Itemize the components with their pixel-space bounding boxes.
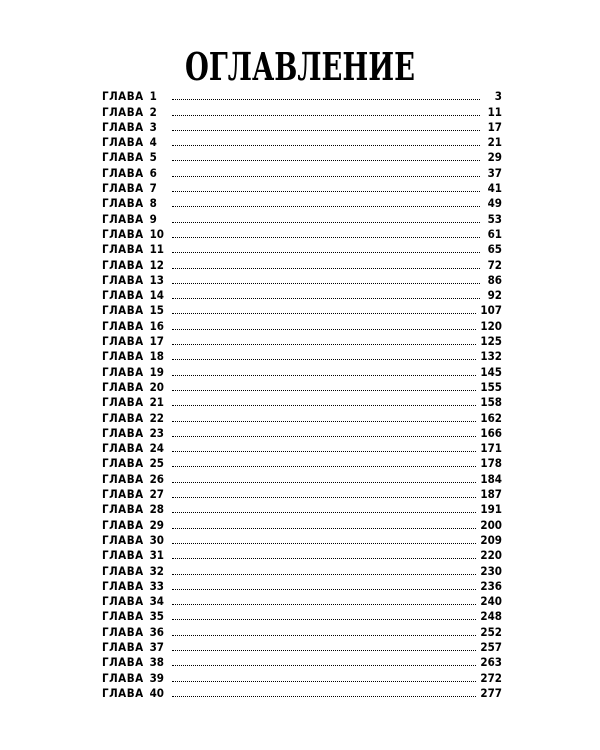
- dot-leader: [172, 251, 480, 253]
- toc-entry[interactable]: [102, 241, 502, 256]
- dot-leader: [172, 527, 477, 529]
- dot-leader: [172, 312, 477, 314]
- toc-entry[interactable]: [102, 409, 502, 424]
- toc-entry[interactable]: [102, 302, 502, 317]
- chapter-word: ГЛАВА: [102, 487, 144, 502]
- toc-entry[interactable]: [102, 256, 502, 271]
- dot-leader: [172, 680, 477, 682]
- chapter-label: [102, 656, 172, 669]
- chapter-word: ГЛАВА: [102, 104, 144, 119]
- chapter-number: 20: [149, 379, 164, 394]
- chapter-label: [102, 90, 172, 103]
- toc-entry[interactable]: [102, 164, 502, 179]
- toc-entry[interactable]: [102, 685, 502, 700]
- dot-leader: [172, 343, 477, 345]
- chapter-label: [102, 534, 172, 547]
- chapter-label: [102, 457, 172, 470]
- chapter-number: 8: [149, 196, 157, 211]
- chapter-label: [102, 136, 172, 149]
- chapter-number: 2: [149, 104, 157, 119]
- chapter-word: ГЛАВА: [102, 303, 144, 318]
- page-number: 29: [487, 150, 502, 165]
- chapter-number: 11: [149, 242, 164, 257]
- dot-leader: [172, 634, 477, 636]
- toc-entry[interactable]: [102, 669, 502, 684]
- chapter-label: [102, 182, 172, 195]
- chapter-number: 34: [149, 594, 164, 609]
- dot-leader: [172, 664, 477, 666]
- toc-entry[interactable]: [102, 134, 502, 149]
- dot-leader: [172, 557, 477, 559]
- chapter-label: [102, 197, 172, 210]
- dot-leader: [172, 695, 477, 697]
- dot-leader: [172, 435, 477, 437]
- dot-leader: [172, 129, 480, 131]
- toc-entry[interactable]: [102, 593, 502, 608]
- chapter-word: ГЛАВА: [102, 609, 144, 624]
- chapter-label: [102, 626, 172, 639]
- chapter-number: 30: [149, 532, 164, 547]
- chapter-number: 15: [149, 303, 164, 318]
- chapter-number: 35: [149, 609, 164, 624]
- chapter-number: 9: [149, 211, 157, 226]
- chapter-word: ГЛАВА: [102, 257, 144, 272]
- page-number: 158: [480, 395, 502, 410]
- chapter-word: ГЛАВА: [102, 594, 144, 609]
- chapter-word: ГЛАВА: [102, 685, 144, 700]
- chapter-number: 36: [149, 624, 164, 639]
- dot-leader: [172, 236, 480, 238]
- chapter-number: 10: [149, 226, 164, 241]
- toc-entry[interactable]: [102, 88, 502, 103]
- page-number: 92: [487, 288, 502, 303]
- chapter-label: [102, 350, 172, 363]
- page-number: 37: [487, 165, 502, 180]
- chapter-word: ГЛАВА: [102, 532, 144, 547]
- chapter-number: 6: [149, 165, 157, 180]
- chapter-label: [102, 412, 172, 425]
- chapter-label: [102, 503, 172, 516]
- chapter-number: 16: [149, 318, 164, 333]
- page-number: 220: [480, 548, 502, 563]
- chapter-label: [102, 167, 172, 180]
- dot-leader: [172, 618, 477, 620]
- page-title: ОГЛАВЛЕНИЕ: [185, 44, 415, 89]
- chapter-number: 14: [149, 288, 164, 303]
- dot-leader: [172, 144, 480, 146]
- toc-entry[interactable]: [102, 532, 502, 547]
- chapter-number: 18: [149, 349, 164, 364]
- chapter-word: ГЛАВА: [102, 364, 144, 379]
- page-number: 240: [480, 594, 502, 609]
- toc-entry[interactable]: [102, 348, 502, 363]
- dot-leader: [172, 221, 480, 223]
- toc-entry[interactable]: [102, 287, 502, 302]
- toc-entry[interactable]: [102, 394, 502, 409]
- chapter-word: ГЛАВА: [102, 502, 144, 517]
- chapter-word: ГЛАВА: [102, 165, 144, 180]
- toc-entry[interactable]: [102, 440, 502, 455]
- dot-leader: [172, 420, 477, 422]
- toc-entry[interactable]: [102, 272, 502, 287]
- chapter-label: [102, 320, 172, 333]
- chapter-word: ГЛАВА: [102, 288, 144, 303]
- chapter-number: 25: [149, 456, 164, 471]
- page-number: 263: [480, 655, 502, 670]
- chapter-number: 5: [149, 150, 157, 165]
- page-number: 257: [480, 639, 502, 654]
- page-number: 252: [480, 624, 502, 639]
- chapter-label: [102, 366, 172, 379]
- chapter-number: 3: [149, 119, 157, 134]
- chapter-label: [102, 381, 172, 394]
- page-number: 72: [487, 257, 502, 272]
- chapter-number: 38: [149, 655, 164, 670]
- toc-entry[interactable]: [102, 623, 502, 638]
- toc-entry[interactable]: [102, 562, 502, 577]
- chapter-label: [102, 243, 172, 256]
- toc-entry[interactable]: [102, 363, 502, 378]
- chapter-label: [102, 595, 172, 608]
- chapter-word: ГЛАВА: [102, 379, 144, 394]
- chapter-word: ГЛАВА: [102, 548, 144, 563]
- chapter-number: 32: [149, 563, 164, 578]
- dot-leader: [172, 175, 480, 177]
- chapter-word: ГЛАВА: [102, 318, 144, 333]
- toc-entry[interactable]: [102, 210, 502, 225]
- dot-leader: [172, 649, 477, 651]
- chapter-label: [102, 580, 172, 593]
- toc-entry[interactable]: [102, 455, 502, 470]
- chapter-number: 29: [149, 517, 164, 532]
- chapter-word: ГЛАВА: [102, 334, 144, 349]
- page-number: 132: [480, 349, 502, 364]
- page-number: 107: [480, 303, 502, 318]
- page-number: 49: [487, 196, 502, 211]
- chapter-number: 22: [149, 410, 164, 425]
- toc-entry[interactable]: [102, 486, 502, 501]
- toc-entry[interactable]: [102, 516, 502, 531]
- chapter-number: 21: [149, 395, 164, 410]
- toc-entry[interactable]: [102, 639, 502, 654]
- chapter-number: 17: [149, 334, 164, 349]
- chapter-number: 13: [149, 272, 164, 287]
- chapter-label: [102, 549, 172, 562]
- chapter-word: ГЛАВА: [102, 181, 144, 196]
- chapter-word: ГЛАВА: [102, 441, 144, 456]
- chapter-label: [102, 687, 172, 700]
- chapter-label: [102, 213, 172, 226]
- dot-leader: [172, 358, 477, 360]
- chapter-label: [102, 427, 172, 440]
- page-number: 86: [487, 272, 502, 287]
- dot-leader: [172, 481, 477, 483]
- dot-leader: [172, 496, 477, 498]
- dot-leader: [172, 542, 477, 544]
- page-number: 17: [487, 119, 502, 134]
- page-number: 184: [480, 471, 502, 486]
- toc-entry[interactable]: [102, 119, 502, 134]
- chapter-word: ГЛАВА: [102, 150, 144, 165]
- chapter-word: ГЛАВА: [102, 349, 144, 364]
- chapter-label: [102, 442, 172, 455]
- chapter-label: [102, 106, 172, 119]
- chapter-word: ГЛАВА: [102, 624, 144, 639]
- page-number: 145: [480, 364, 502, 379]
- chapter-word: ГЛАВА: [102, 578, 144, 593]
- dot-leader: [172, 159, 480, 161]
- page-number: 191: [480, 502, 502, 517]
- toc-entry[interactable]: [102, 578, 502, 593]
- dot-leader: [172, 328, 477, 330]
- chapter-word: ГЛАВА: [102, 670, 144, 685]
- toc-entry[interactable]: [102, 333, 502, 348]
- toc-entry[interactable]: [102, 608, 502, 623]
- dot-leader: [172, 389, 477, 391]
- chapter-word: ГЛАВА: [102, 119, 144, 134]
- chapter-number: 26: [149, 471, 164, 486]
- chapter-number: 24: [149, 441, 164, 456]
- chapter-number: 1: [149, 89, 157, 104]
- page-number: 209: [480, 532, 502, 547]
- chapter-number: 12: [149, 257, 164, 272]
- chapter-word: ГЛАВА: [102, 517, 144, 532]
- dot-leader: [172, 450, 477, 452]
- dot-leader: [172, 374, 477, 376]
- chapter-word: ГЛАВА: [102, 272, 144, 287]
- chapter-label: [102, 488, 172, 501]
- chapter-word: ГЛАВА: [102, 471, 144, 486]
- dot-leader: [172, 114, 480, 116]
- chapter-number: 40: [149, 685, 164, 700]
- chapter-label: [102, 473, 172, 486]
- chapter-word: ГЛАВА: [102, 135, 144, 150]
- toc-entry[interactable]: [102, 501, 502, 516]
- toc-entry[interactable]: [102, 470, 502, 485]
- dot-leader: [172, 603, 477, 605]
- toc-entry[interactable]: [102, 654, 502, 669]
- toc-entry[interactable]: [102, 180, 502, 195]
- dot-leader: [172, 465, 477, 467]
- page-number: 272: [480, 670, 502, 685]
- chapter-word: ГЛАВА: [102, 655, 144, 670]
- chapter-word: ГЛАВА: [102, 242, 144, 257]
- chapter-word: ГЛАВА: [102, 410, 144, 425]
- chapter-number: 27: [149, 487, 164, 502]
- page-number: 155: [480, 379, 502, 394]
- chapter-word: ГЛАВА: [102, 425, 144, 440]
- chapter-number: 7: [149, 181, 157, 196]
- chapter-number: 4: [149, 135, 157, 150]
- toc-entry[interactable]: [102, 425, 502, 440]
- chapter-label: [102, 641, 172, 654]
- chapter-word: ГЛАВА: [102, 89, 144, 104]
- page-number: 53: [487, 211, 502, 226]
- chapter-number: 23: [149, 425, 164, 440]
- toc-entry[interactable]: [102, 317, 502, 332]
- page-number: 248: [480, 609, 502, 624]
- chapter-word: ГЛАВА: [102, 639, 144, 654]
- page-number: 171: [480, 441, 502, 456]
- page-number: 41: [487, 181, 502, 196]
- toc-entry[interactable]: [102, 195, 502, 210]
- chapter-label: [102, 151, 172, 164]
- page-number: 162: [480, 410, 502, 425]
- dot-leader: [172, 282, 480, 284]
- chapter-word: ГЛАВА: [102, 456, 144, 471]
- chapter-number: 28: [149, 502, 164, 517]
- page-number: 166: [480, 425, 502, 440]
- page-number: 230: [480, 563, 502, 578]
- page-number: 61: [487, 226, 502, 241]
- chapter-label: [102, 335, 172, 348]
- chapter-word: ГЛАВА: [102, 196, 144, 211]
- page-number: 187: [480, 487, 502, 502]
- chapter-label: [102, 121, 172, 134]
- table-of-contents: [102, 88, 502, 700]
- chapter-number: 33: [149, 578, 164, 593]
- dot-leader: [172, 573, 477, 575]
- chapter-number: 19: [149, 364, 164, 379]
- toc-entry[interactable]: [102, 226, 502, 241]
- page-number: 200: [480, 517, 502, 532]
- dot-leader: [172, 588, 477, 590]
- page-number: 120: [480, 318, 502, 333]
- chapter-label: [102, 672, 172, 685]
- page-number: 11: [487, 104, 502, 119]
- chapter-word: ГЛАВА: [102, 211, 144, 226]
- chapter-word: ГЛАВА: [102, 395, 144, 410]
- page-number: 3: [494, 89, 502, 104]
- dot-leader: [172, 205, 480, 207]
- toc-entry[interactable]: [102, 379, 502, 394]
- page-number: 125: [480, 334, 502, 349]
- dot-leader: [172, 511, 477, 513]
- page-number: 236: [480, 578, 502, 593]
- chapter-number: 37: [149, 639, 164, 654]
- chapter-label: [102, 519, 172, 532]
- dot-leader: [172, 404, 477, 406]
- chapter-label: [102, 274, 172, 287]
- toc-entry[interactable]: [102, 547, 502, 562]
- chapter-number: 39: [149, 670, 164, 685]
- page-number: 65: [487, 242, 502, 257]
- chapter-label: [102, 565, 172, 578]
- dot-leader: [172, 297, 480, 299]
- chapter-label: [102, 228, 172, 241]
- chapter-label: [102, 304, 172, 317]
- page-number: 21: [487, 135, 502, 150]
- chapter-label: [102, 610, 172, 623]
- page-number: 178: [480, 456, 502, 471]
- dot-leader: [172, 267, 480, 269]
- chapter-label: [102, 289, 172, 302]
- dot-leader: [172, 190, 480, 192]
- toc-entry[interactable]: [102, 149, 502, 164]
- chapter-word: ГЛАВА: [102, 563, 144, 578]
- chapter-word: ГЛАВА: [102, 226, 144, 241]
- chapter-label: [102, 259, 172, 272]
- page-number: 277: [480, 685, 502, 700]
- dot-leader: [172, 98, 480, 100]
- chapter-number: 31: [149, 548, 164, 563]
- toc-entry[interactable]: [102, 103, 502, 118]
- chapter-label: [102, 396, 172, 409]
